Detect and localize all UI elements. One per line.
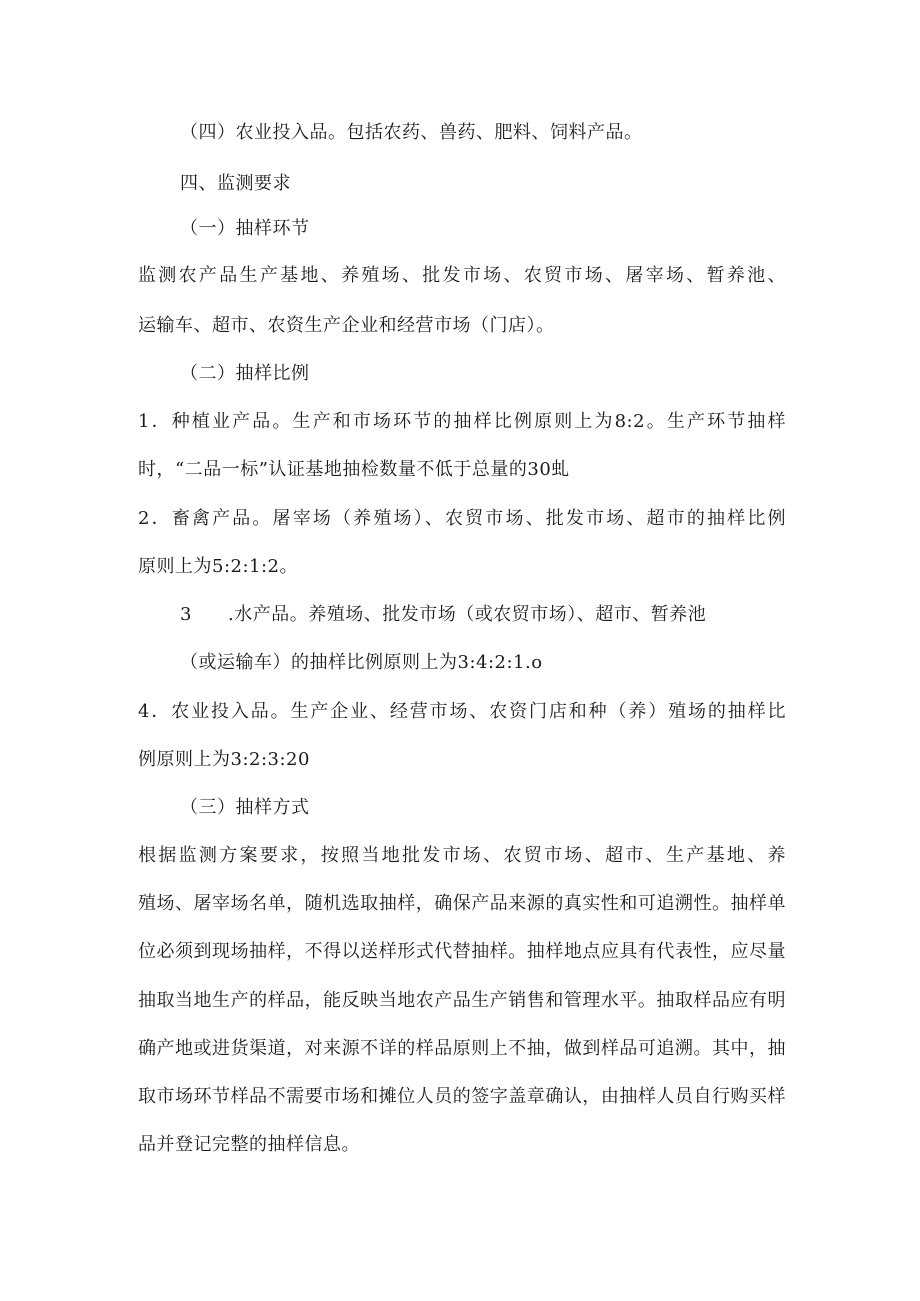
paragraph-sampling-stage-line-1: 监测农产品生产基地、养殖场、批发市场、农贸市场、屠宰场、暂养池、: [138, 265, 786, 286]
subheading-sampling-ratio: （二）抽样比例: [180, 363, 310, 384]
paragraph-sampling-method-line-4: 抽取当地生产的样品，能反映当地农产品生产销售和管理水平。抽取样品应有明: [138, 990, 786, 1011]
paragraph-sampling-method-line-6: 取市场环节样品不需要市场和摊位人员的签字盖章确认，由抽样人员自行购买样: [138, 1086, 786, 1107]
item-1-line-1: 1．种植业产品。生产和市场环节的抽样比例原则上为8:2。生产环节抽样: [138, 411, 786, 432]
item-2-line-1: 2．畜禽产品。屠宰场（养殖场）、农贸市场、批发市场、超市的抽样比例: [138, 508, 786, 529]
subheading-sampling-method: （三）抽样方式: [180, 797, 310, 818]
paragraph-sampling-method-line-2: 殖场、屠宰场名单，随机选取抽样，确保产品来源的真实性和可追溯性。抽样单: [138, 893, 786, 914]
paragraph-sampling-method-line-7: 品并登记完整的抽样信息。: [138, 1134, 360, 1155]
section-heading-monitoring-requirements: 四、监测要求: [180, 173, 291, 194]
paragraph-sampling-method-line-3: 位必须到现场抽样，不得以送样形式代替抽样。抽样地点应具有代表性，应尽量: [138, 941, 786, 962]
item-4-line-2: 例原则上为3:2:3:20: [138, 749, 310, 770]
item-1-line-2: 时，“二品一标”认证基地抽检数量不低于总量的30虬: [138, 459, 570, 480]
item-2-line-2: 原则上为5:2:1:2。: [138, 556, 299, 577]
paragraph-sampling-method-line-1: 根据监测方案要求，按照当地批发市场、农贸市场、超市、生产基地、养: [138, 845, 786, 866]
paragraph-sampling-stage-line-2: 运输车、超市、农资生产企业和经营市场（门店）。: [138, 315, 555, 336]
item-4-line-1: 4．农业投入品。生产企业、经营市场、农资门店和种（养）殖场的抽样比: [138, 701, 786, 722]
paragraph-agricultural-inputs: （四）农业投入品。包括农药、兽药、肥料、饲料产品。: [180, 122, 643, 143]
item-3-line-1: .水产品。养殖场、批发市场（或农贸市场）、超市、暂养池: [228, 604, 707, 625]
subheading-sampling-stage: （一）抽样环节: [180, 218, 310, 239]
item-3-line-2: （或运输车）的抽样比例原则上为3:4:2:1.o: [180, 652, 543, 673]
paragraph-sampling-method-line-5: 确产地或进货渠道，对来源不详的样品原则上不抽，做到样品可追溯。其中，抽: [138, 1038, 786, 1059]
item-3-number: 3: [180, 604, 192, 625]
